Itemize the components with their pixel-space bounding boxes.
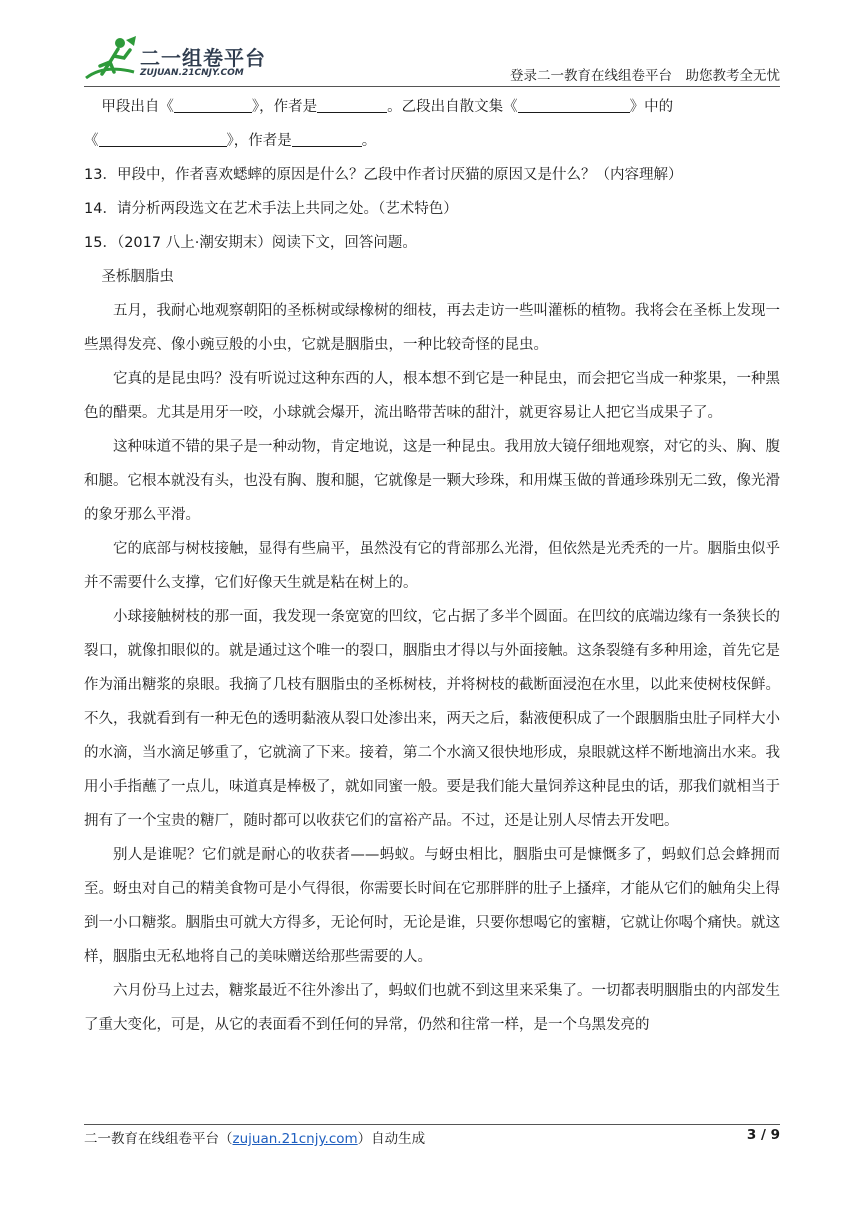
logo-name: 二一组卷平台 (140, 46, 266, 70)
answer-blank-author[interactable] (317, 92, 387, 113)
question-12-line-1 (84, 90, 780, 124)
runner-logo-icon (84, 34, 140, 84)
passage-title: 圣栎胭脂虫 (101, 269, 174, 285)
passage-paragraph: 它的底部与树枝接触，显得有些扁平，虽然没有它的背部那么光滑，但依然是光秃秃的一片。胭脂虫似乎并不需要什么支撑，它们好像天生就是粘在树上的。 (84, 541, 780, 591)
header-divider (84, 86, 780, 87)
passage-paragraph: 六月份马上过去，糖浆最近不往外渗出了，蚂蚁们也就不到这里来采集了。一切都表明胭脂虫的内部发生了重大变化，可是，从它的表面看不到任何的异常，仍然和往常一样，是一个乌黑发亮的 (84, 983, 780, 1033)
passage-paragraph: 小球接触树枝的那一面，我发现一条宽宽的凹纹，它占据了多半个圆面。在凹纹的底端边缘有一条狭长的裂口，就像扣眼似的。就是通过这个唯一的裂口，胭脂虫才得以与外面接触。这条裂缝有多种用途，首先它是作为涌出糖浆的泉眼。我摘了几枝有胭脂虫的圣栎树枝，并将树枝的截断面浸泡在水里，以此来使树枝保鲜。不久，我就看到有一种无色的透明黏液从裂口处渗出来，两天之后，黏液便积成了一个跟胭脂虫肚子同样大小的水滴，当水滴足够重了，它就滴了下来。接着，第二个水滴又很快地形成，泉眼就这样不断地滴出水来。我用小手指蘸了一点儿，味道真是棒极了，就如同蜜一般。要是我们能大量饲养这种昆虫的话，那我们就相当于拥有了一个宝贵的糖厂，随时都可以收获它们的富裕产品。不过，还是让别人尽情去开发吧。 (84, 609, 780, 829)
q12-text-7: 。 (361, 133, 377, 149)
answer-blank-article[interactable] (99, 126, 227, 147)
question-13: 13．甲段中，作者喜欢蟋蟀的原因是什么？乙段中作者讨厌猫的原因又是什么？（内容理解） (84, 167, 683, 183)
question-14: 14．请分析两段选文在艺术手法上共同之处。（艺术特色） (84, 201, 458, 217)
passage-paragraph: 这种味道不错的果子是一种动物，肯定地说，这是一种昆虫。我用放大镜仔细地观察，对它的头、胸、腹和腿。它根本就没有头，也没有胸、腹和腿，它就像是一颗大珍珠，和用煤玉做的普通珍珠别无二致，像光滑的象牙那么平滑。 (84, 439, 780, 523)
passage-paragraph: 五月，我耐心地观察朝阳的圣栎树或绿橡树的细枝，再去走访一些叫灌栎的植物。我将会在圣栎上发现一些黑得发亮、像小豌豆般的小虫，它就是胭脂虫，一种比较奇怪的昆虫。 (84, 303, 780, 353)
passage-paragraph: 别人是谁呢？它们就是耐心的收获者——蚂蚁。与蚜虫相比，胭脂虫可是慷慨多了，蚂蚁们总会蜂拥而至。蚜虫对自己的精美食物可是小气得很，你需要长时间在它那胖胖的肚子上搔痒，才能从它们的触角尖上得到一小口糖浆。胭脂虫可就大方得多，无论何时，无论是谁，只要你想喝它的蜜糖，它就让你喝个痛快。就这样，胭脂虫无私地将自己的美味赠送给那些需要的人。 (84, 847, 780, 965)
question-15: 15．（2017 八上·潮安期末）阅读下文，回答问题。 (84, 235, 417, 251)
footer-prefix: 二一教育在线组卷平台（ (84, 1131, 233, 1147)
document-body (84, 90, 780, 1042)
footer-link[interactable]: zujuan.21cnjy.com (232, 1131, 358, 1147)
q12-text-2: 》，作者是 (251, 99, 318, 115)
page-number: 3 / 9 (746, 1127, 780, 1143)
footer-suffix: ）自动生成 (357, 1131, 426, 1147)
answer-blank-author-2[interactable] (292, 126, 362, 147)
footer-divider (84, 1124, 780, 1125)
question-12-line-2 (84, 124, 780, 158)
logo-url: ZUJUAN.21CNJY.COM (140, 68, 244, 78)
passage-paragraph: 它真的是昆虫吗？没有听说过这种东西的人，根本想不到它是一种昆虫，而会把它当成一种浆果，一种黑色的醋栗。尤其是用牙一咬，小球就会爆开，流出略带苦味的甜汁，就更容易让人把它当成果子了。 (84, 371, 780, 421)
header-tagline[interactable]: 登录二一教育在线组卷平台 助您教考全无忧 (510, 68, 780, 84)
page-header (84, 34, 780, 84)
answer-blank-book[interactable] (174, 92, 252, 113)
footer-source (84, 1127, 425, 1147)
q12-text-5: 《 (84, 133, 99, 149)
q12-text-1: 甲段出自《 (101, 99, 174, 115)
answer-blank-collection[interactable] (518, 92, 630, 113)
q12-text-3: 。乙段出自散文集《 (387, 99, 518, 115)
platform-logo[interactable] (84, 34, 284, 84)
q12-text-6: 》，作者是 (226, 133, 292, 149)
q12-text-4: 》中的 (629, 99, 674, 115)
